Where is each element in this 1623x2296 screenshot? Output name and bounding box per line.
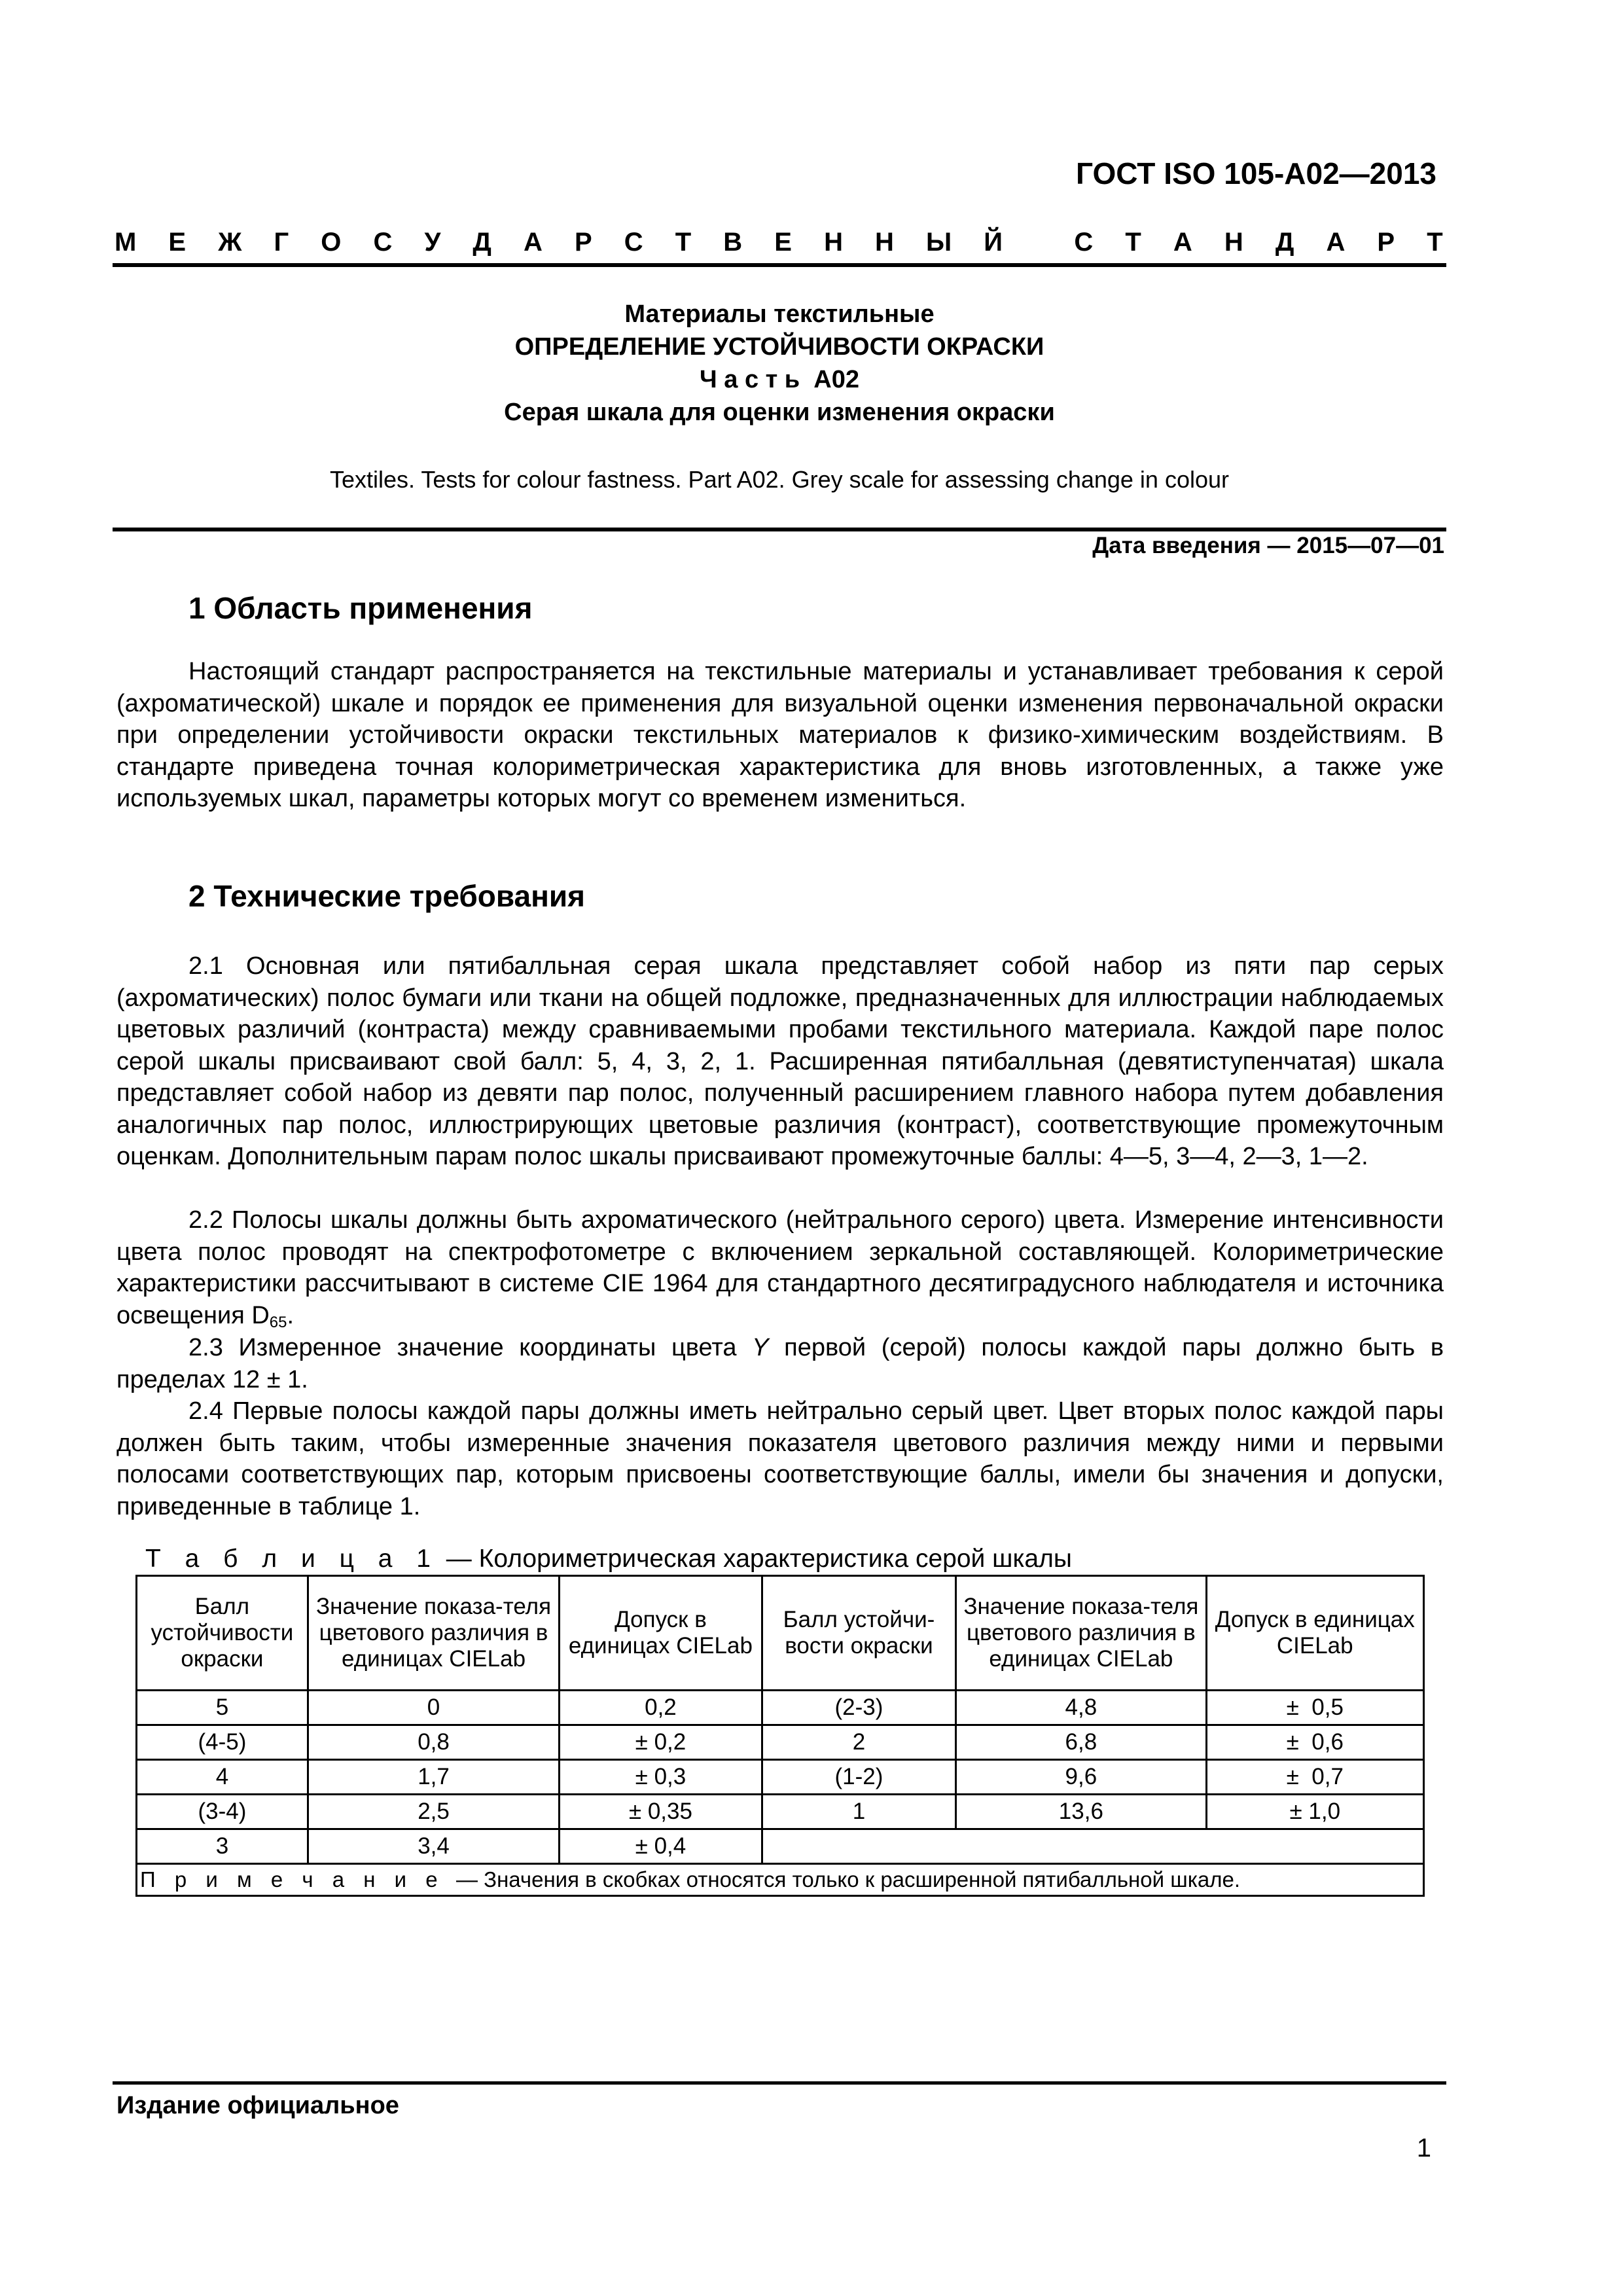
table-cell: 5 [137, 1691, 308, 1725]
standard-type-letter: А [1326, 228, 1346, 257]
section-1-heading: 1 Область применения [188, 591, 533, 625]
table-row [137, 1691, 1424, 1725]
table-cell: ± 0,4 [560, 1829, 762, 1864]
table-row [137, 1829, 1424, 1864]
footer-rule [113, 2081, 1446, 2085]
table-header-cell: Допуск в единицах CIELab [560, 1576, 762, 1691]
table-cell: ± 0,5 [1206, 1691, 1423, 1725]
standard-type-letter: Т [1427, 228, 1443, 257]
standard-type-letter: Н [1224, 228, 1243, 257]
table-note: П р и м е ч а н и е — Значения в скобках относятся только к расширенной пятибалльной шкале. [137, 1864, 1424, 1896]
title-line-4: Серая шкала для оценки изменения окраски [504, 399, 1055, 426]
table-cell: (2-3) [762, 1691, 956, 1725]
paragraph-2-4: 2.4 Первые полосы каждой пары должны иметь нейтрально серый цвет. Цвет вторых полос каждой пары должен быть таким, чтобы измеренные значения показателя цветового различия между ними и первыми полосами соответствующих пар, которым присвоены соответствующие баллы, имели бы значения и допуски, приведенные в таблице 1. [116, 1397, 1444, 1520]
section-1-paragraph: Настоящий стандарт распространяется на текстильные материалы и устанавливает требования к серой (ахроматической) шкале и порядок ее применения для визуальной оценки изменения первоначальной окраски при определении устойчивости окраски текстильных материалов к физико-химическим воздействиям. В стандарте приведена точная колориметрическая характеристика для вновь изготовленных, а также уже используемых шкал, параметры которых могут со временем измениться. [116, 658, 1444, 812]
standard-type-letter: У [424, 228, 441, 257]
colorimetric-table [135, 1575, 1425, 1897]
standard-type-letter: Д [1275, 228, 1294, 257]
standard-type-letter: Е [774, 228, 792, 257]
table-cell: ± 1,0 [1206, 1795, 1423, 1829]
standard-type-letter: М [115, 228, 137, 257]
table-cell: 2,5 [308, 1795, 559, 1829]
table-cell [762, 1829, 1423, 1864]
document-number: ГОСТ ISO 105-A02—2013 [1075, 156, 1436, 190]
standard-type-letter: Н [875, 228, 894, 257]
table-header-cell: Значение показа-теля цветового различия в единицах CIELab [956, 1576, 1206, 1691]
standard-type-letter: Д [473, 228, 491, 257]
standard-type-letter: О [321, 228, 342, 257]
title-rule [113, 528, 1446, 531]
standard-type-letter: Р [575, 228, 592, 257]
table-cell: ± 0,3 [560, 1760, 762, 1795]
standard-type-letter: Т [675, 228, 692, 257]
standard-type-letter: Г [274, 228, 289, 257]
introduction-date: Дата введения — 2015—07—01 [1092, 533, 1444, 558]
standard-type-letter: С [373, 228, 393, 257]
table-cell: (4-5) [137, 1725, 308, 1760]
table-cell: 1 [762, 1795, 956, 1829]
table-row [137, 1795, 1424, 1829]
table-note-row [137, 1864, 1424, 1896]
table-cell: 0 [308, 1691, 559, 1725]
table-row [137, 1760, 1424, 1795]
standard-type-letter: Ы [926, 228, 952, 257]
table-cell: 4,8 [956, 1691, 1206, 1725]
paragraph-2-2: 2.2 Полосы шкалы должны быть ахроматического (нейтрального серого) цвета. Измерение интенсивности цвета полос проводят на спектрофотометре с включением зеркальной составляющей. Колориметрические характеристики рассчитывают в системе CIE 1964 для стандартного десятиградусного наблюдателя и источника освещения $D_{65}$. [116, 1206, 1444, 1331]
standard-type-letter: Е [168, 228, 187, 257]
table-row [137, 1725, 1424, 1760]
page-number: 1 [1416, 2134, 1431, 2162]
table-cell: (3-4) [137, 1795, 308, 1829]
d65-subscript: 65 [269, 1313, 287, 1331]
standard-type-letter: Т [1125, 228, 1141, 257]
table-caption: Т а б л и ц а 1 — Колориметрическая характеристика серой шкалы [145, 1545, 1072, 1573]
table-cell: ± 0,6 [1206, 1725, 1423, 1760]
standard-type-letter: В [723, 228, 743, 257]
table-cell: 0,2 [560, 1691, 762, 1725]
title-english: Textiles. Tests for colour fastness. Part A02. Grey scale for assessing change in colour [330, 466, 1229, 493]
standard-type-letter: А [1173, 228, 1192, 257]
paragraph-2-3: 2.3 Измеренное значение координаты цвета Y первой (серой) полосы каждой пары должно быть в пределах 12 ± 1. [116, 1334, 1444, 1393]
standard-type-letter: Ж [218, 228, 242, 257]
table-cell: 2 [762, 1725, 956, 1760]
table-cell: ± 0,2 [560, 1725, 762, 1760]
table-cell: 9,6 [956, 1760, 1206, 1795]
table-cell: 3 [137, 1829, 308, 1864]
header-rule [113, 263, 1446, 267]
table-cell: 1,7 [308, 1760, 559, 1795]
table-header-cell: Допуск в единицах CIELab [1206, 1576, 1423, 1691]
table-cell: 0,8 [308, 1725, 559, 1760]
section-2-heading: 2 Технические требования [188, 879, 585, 913]
standard-type-letter: С [1074, 228, 1094, 257]
table-cell: 3,4 [308, 1829, 559, 1864]
table-cell: (1-2) [762, 1760, 956, 1795]
edition-label: Издание официальное [116, 2092, 399, 2119]
standard-type-letter: Й [984, 228, 1003, 257]
standard-type-letter: Н [824, 228, 843, 257]
standard-type-letter: А [524, 228, 543, 257]
paragraph-2-1: 2.1 Основная или пятибалльная серая шкала представляет собой набор из пяти пар серых (ахроматических) полос бумаги или ткани на общей подложке, предназначенных для иллюстрации наблюдаемых цветовых различий (контраста) между сравниваемыми пробами текстильного материала. Каждой паре полос серой шкалы присваивают свой балл: 5, 4, 3, 2, 1. Расширенная пятибалльная (девятиступенчатая) шкала представляет собой набор из девяти пар полос, полученный расширением главного набора путем добавления аналогичных пар полос, иллюстрирующих цветовые различия (контраст), соответствующие промежуточным оценкам. Дополнительным парам полос шкалы присваивают промежуточные баллы: 4—5, 3—4, 2—3, 1—2. [116, 952, 1444, 1170]
title-line-1: Материалы текстильные [624, 300, 935, 328]
standard-type-heading [115, 228, 1443, 257]
table-cell: 6,8 [956, 1725, 1206, 1760]
table-cell: 4 [137, 1760, 308, 1795]
table-header-cell: Балл устойчи-вости окраски [762, 1576, 956, 1691]
title-line-3: Ч а с т ь А02 [700, 366, 859, 393]
table-cell: 13,6 [956, 1795, 1206, 1829]
table-cell: ± 0,7 [1206, 1760, 1423, 1795]
standard-type-letter [1035, 228, 1042, 257]
table-header-cell: Значение показа-теля цветового различия в единицах CIELab [308, 1576, 559, 1691]
standard-type-letter: Р [1377, 228, 1395, 257]
table-cell: ± 0,35 [560, 1795, 762, 1829]
standard-type-letter: С [624, 228, 643, 257]
table-header-cell: Балл устойчивости окраски [137, 1576, 308, 1691]
title-line-2: ОПРЕДЕЛЕНИЕ УСТОЙЧИВОСТИ ОКРАСКИ [514, 333, 1044, 361]
table-header-row [137, 1576, 1424, 1691]
